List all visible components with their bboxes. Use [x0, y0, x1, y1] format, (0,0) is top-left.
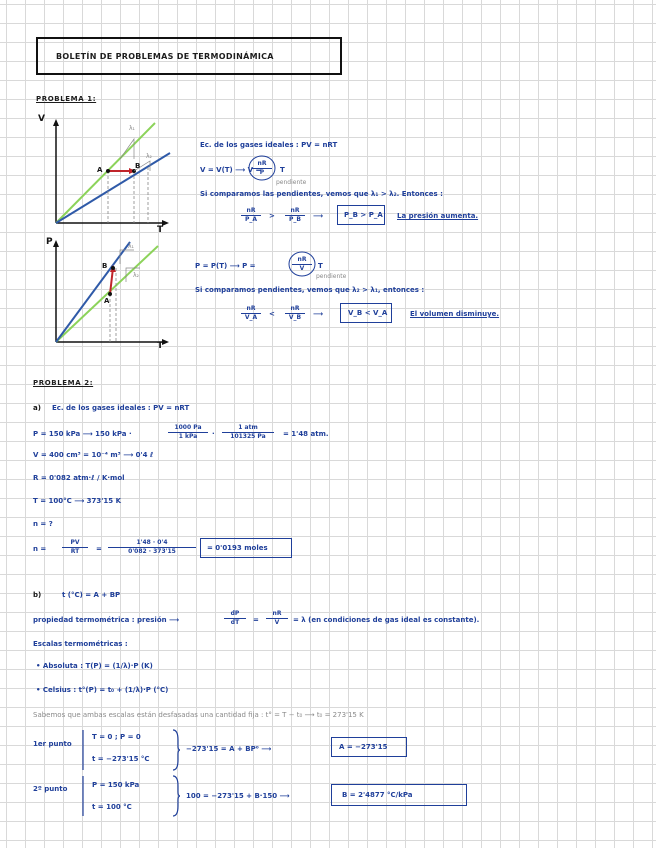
p1-line5: Si comparamos pendientes, vemos que λ₂ > λ₁, entonces : — [195, 286, 425, 294]
p2-a-label: a) — [33, 404, 41, 412]
p2-pt2-c1: P = 150 kPa — [92, 781, 140, 789]
p1-line2-lhs: V = V(T) ⟶ V = — [200, 166, 262, 174]
p2-b-eq: t (°C) = A + BP — [62, 591, 121, 599]
pt-y-label: P — [46, 237, 53, 247]
pt-lambda2: λ₂ — [133, 272, 139, 279]
vt-label-b: B — [135, 162, 141, 170]
p1-result2-value: V_B < V_A — [348, 309, 388, 317]
p2-p-result: = 1'48 atm. — [283, 430, 329, 438]
p1-arrow1: ⟶ — [313, 212, 324, 220]
p2-n-q: n = ? — [33, 520, 53, 528]
pt-point-a — [108, 292, 112, 296]
p1-circle1 — [248, 155, 278, 181]
p1-arrow2: ⟶ — [313, 310, 324, 318]
p2-pt1-result: A = −273'15 — [339, 743, 388, 751]
p1-ineq2-a-num: nR — [241, 305, 261, 314]
p2-pt2-box — [331, 784, 467, 806]
p2-pt1-eq: −273'15 = A + BP⁰ ⟶ — [186, 745, 272, 753]
p2-pt2-bar — [80, 776, 86, 816]
p2-n-frac2-den: 0'082 · 373'15 — [128, 548, 176, 555]
p2-pt1-label: 1er punto — [33, 740, 72, 748]
p2-b-prop-tail: = λ (en condiciones de gas ideal es constante). — [293, 616, 480, 624]
p1-ineq1-a — [241, 207, 261, 224]
p1-line4-lhs: P = P(T) ⟶ P = — [195, 262, 256, 270]
vt-green-line — [56, 123, 155, 223]
p1-line2-frac-num: nR — [252, 160, 272, 169]
p2-b-frac1 — [224, 610, 246, 627]
p1-result2-box — [340, 303, 392, 323]
pt-lambda1: λ₁ — [128, 243, 134, 250]
p2-scale-note: Sabemos que ambas escalas están desfasadas una cantidad fija : t° = T − t₀ ⟶ t₀ = 273'15 K — [33, 711, 364, 719]
vt-blue-line — [56, 153, 170, 223]
p2-n-frac — [62, 539, 88, 556]
p2-n-result: = 0'0193 moles — [207, 544, 268, 552]
p1-result1-box — [337, 205, 385, 225]
vt-x-label: T — [157, 225, 164, 235]
p1-line3: Si comparamos las pendientes, vemos que λ₁ > λ₂. Entonces : — [200, 190, 443, 198]
pt-label-a: A — [104, 297, 110, 305]
p2-scale-abs: • Absoluta : T(P) = (1/λ)·P (K) — [36, 662, 153, 670]
p2-n-frac2-num: 1'48 · 0'4 — [108, 539, 196, 548]
p2-b-eq-sign: = — [253, 616, 259, 624]
p2-p-conv1-den: 1 kPa — [178, 433, 198, 440]
p2-pt1-c1: T = 0 ; P = 0 — [92, 733, 141, 741]
p2-pt2-result: B = 2'4877 °C/kPa — [342, 791, 413, 799]
p2-b-frac2-den: V — [274, 619, 280, 626]
p2-b-prop: propiedad termométrica : presión ⟶ — [33, 616, 180, 624]
p1-ineq2-b-den: V_B — [288, 314, 302, 321]
p2-b-frac2-num: nR — [266, 610, 288, 619]
pt-point-b — [111, 266, 115, 270]
p1-ineq1-b — [285, 207, 305, 224]
p2-p-conv1-num: 1000 Pa — [168, 424, 208, 433]
p2-t-line: T = 100°C ⟶ 373'15 K — [33, 497, 122, 505]
p1-ineq1-b-num: nR — [285, 207, 305, 216]
p1-slope-note-2: pendiente — [316, 273, 347, 280]
p2-b-frac1-num: dP — [224, 610, 246, 619]
pt-y-arrow-icon — [53, 240, 59, 247]
p1-circle2 — [288, 251, 318, 277]
p1-ineq2-op: < — [269, 310, 275, 318]
pt-label-b: B — [102, 262, 108, 270]
p1-ineq2-a — [241, 305, 261, 322]
p2-scale-cel: • Celsius : t°(P) = t₀ + (1/λ)·P (°C) — [36, 686, 169, 694]
p2-a-line1: Ec. de los gases ideales : PV = nRT — [52, 404, 190, 412]
p1-slope-note-1: pendiente — [276, 179, 307, 186]
p2-pt1-c2: t = −273'15 °C — [92, 755, 150, 763]
p2-v-line: V = 400 cm³ = 10⁻⁴ m³ ⟶ 0'4 ℓ — [33, 451, 154, 459]
graph-pt — [40, 238, 170, 350]
p2-p-dot: · — [212, 430, 215, 438]
p1-line1: Ec. de los gases ideales : PV = nRT — [200, 141, 338, 149]
vt-point-a — [106, 169, 110, 173]
graph-vt — [40, 115, 170, 235]
p1-ineq2-b — [285, 305, 305, 322]
p2-n-result-box — [200, 538, 292, 558]
p1-ineq1-op: > — [269, 212, 275, 220]
p2-pt2-brace — [172, 776, 180, 816]
p2-p-conv2 — [222, 424, 274, 441]
p1-ineq1-a-den: P_A — [244, 216, 258, 223]
p2-n-frac-den: RT — [70, 548, 80, 555]
p1-line4-rhs: T — [318, 262, 323, 270]
p1-result1-text: La presión aumenta. — [397, 212, 479, 220]
pt-blue-line — [56, 242, 130, 342]
p2-pt2-eq: 100 = −273'15 + B·150 ⟶ — [186, 792, 290, 800]
p1-result1-value: P_B > P_A — [344, 211, 383, 219]
p2-b-frac2 — [266, 610, 288, 627]
p2-pt2-label: 2º punto — [33, 785, 68, 793]
vt-slope-tri-1 — [120, 139, 134, 159]
p1-line2-rhs: T — [280, 166, 285, 174]
vt-y-label: V — [38, 114, 45, 124]
vt-label-a: A — [97, 166, 103, 174]
title-box — [36, 37, 342, 75]
p2-b-frac1-den: dT — [230, 619, 240, 626]
p1-line2-frac-den: P — [259, 169, 265, 176]
vt-y-arrow-icon — [53, 119, 59, 126]
page-title: BOLETÍN DE PROBLEMAS DE TERMODINÁMICA — [56, 52, 274, 61]
p2-r-line: R = 0'082 atm·ℓ / K·mol — [33, 474, 125, 482]
p2-scales-title: Escalas termométricas : — [33, 640, 128, 648]
p2-p-conv2-den: 101325 Pa — [230, 433, 266, 440]
p1-line4-frac-num: nR — [292, 256, 312, 265]
p2-pt1-brace — [172, 730, 180, 770]
p2-n-eq2: = — [96, 545, 102, 553]
pt-x-label: T — [157, 341, 164, 351]
p2-p-line: P = 150 kPa ⟶ 150 kPa · — [33, 430, 132, 438]
p1-ineq2-a-den: V_A — [244, 314, 258, 321]
problem2-header: PROBLEMA 2: — [33, 379, 94, 387]
p1-ineq2-b-num: nR — [285, 305, 305, 314]
p1-ineq1-b-den: P_B — [289, 216, 301, 223]
p2-n-eq: n = — [33, 545, 47, 553]
p2-b-label: b) — [33, 591, 42, 599]
p2-pt1-bar — [80, 730, 86, 770]
p1-line4-frac-den: V — [299, 265, 305, 272]
problem1-header: PROBLEMA 1: — [36, 95, 97, 103]
p2-n-frac-num: PV — [62, 539, 88, 548]
p1-ineq1-a-num: nR — [241, 207, 261, 216]
p2-p-conv2-num: 1 atm — [222, 424, 274, 433]
p2-pt2-c2: t = 100 °C — [92, 803, 132, 811]
vt-lambda2: λ₂ — [146, 153, 152, 160]
p1-result2-text: El volumen disminuye. — [410, 310, 500, 318]
p2-n-frac2 — [108, 539, 196, 556]
pt-green-line — [56, 246, 158, 342]
vt-lambda1: λ₁ — [129, 125, 135, 132]
p2-pt1-box — [331, 737, 407, 757]
p2-p-conv1 — [168, 424, 208, 441]
